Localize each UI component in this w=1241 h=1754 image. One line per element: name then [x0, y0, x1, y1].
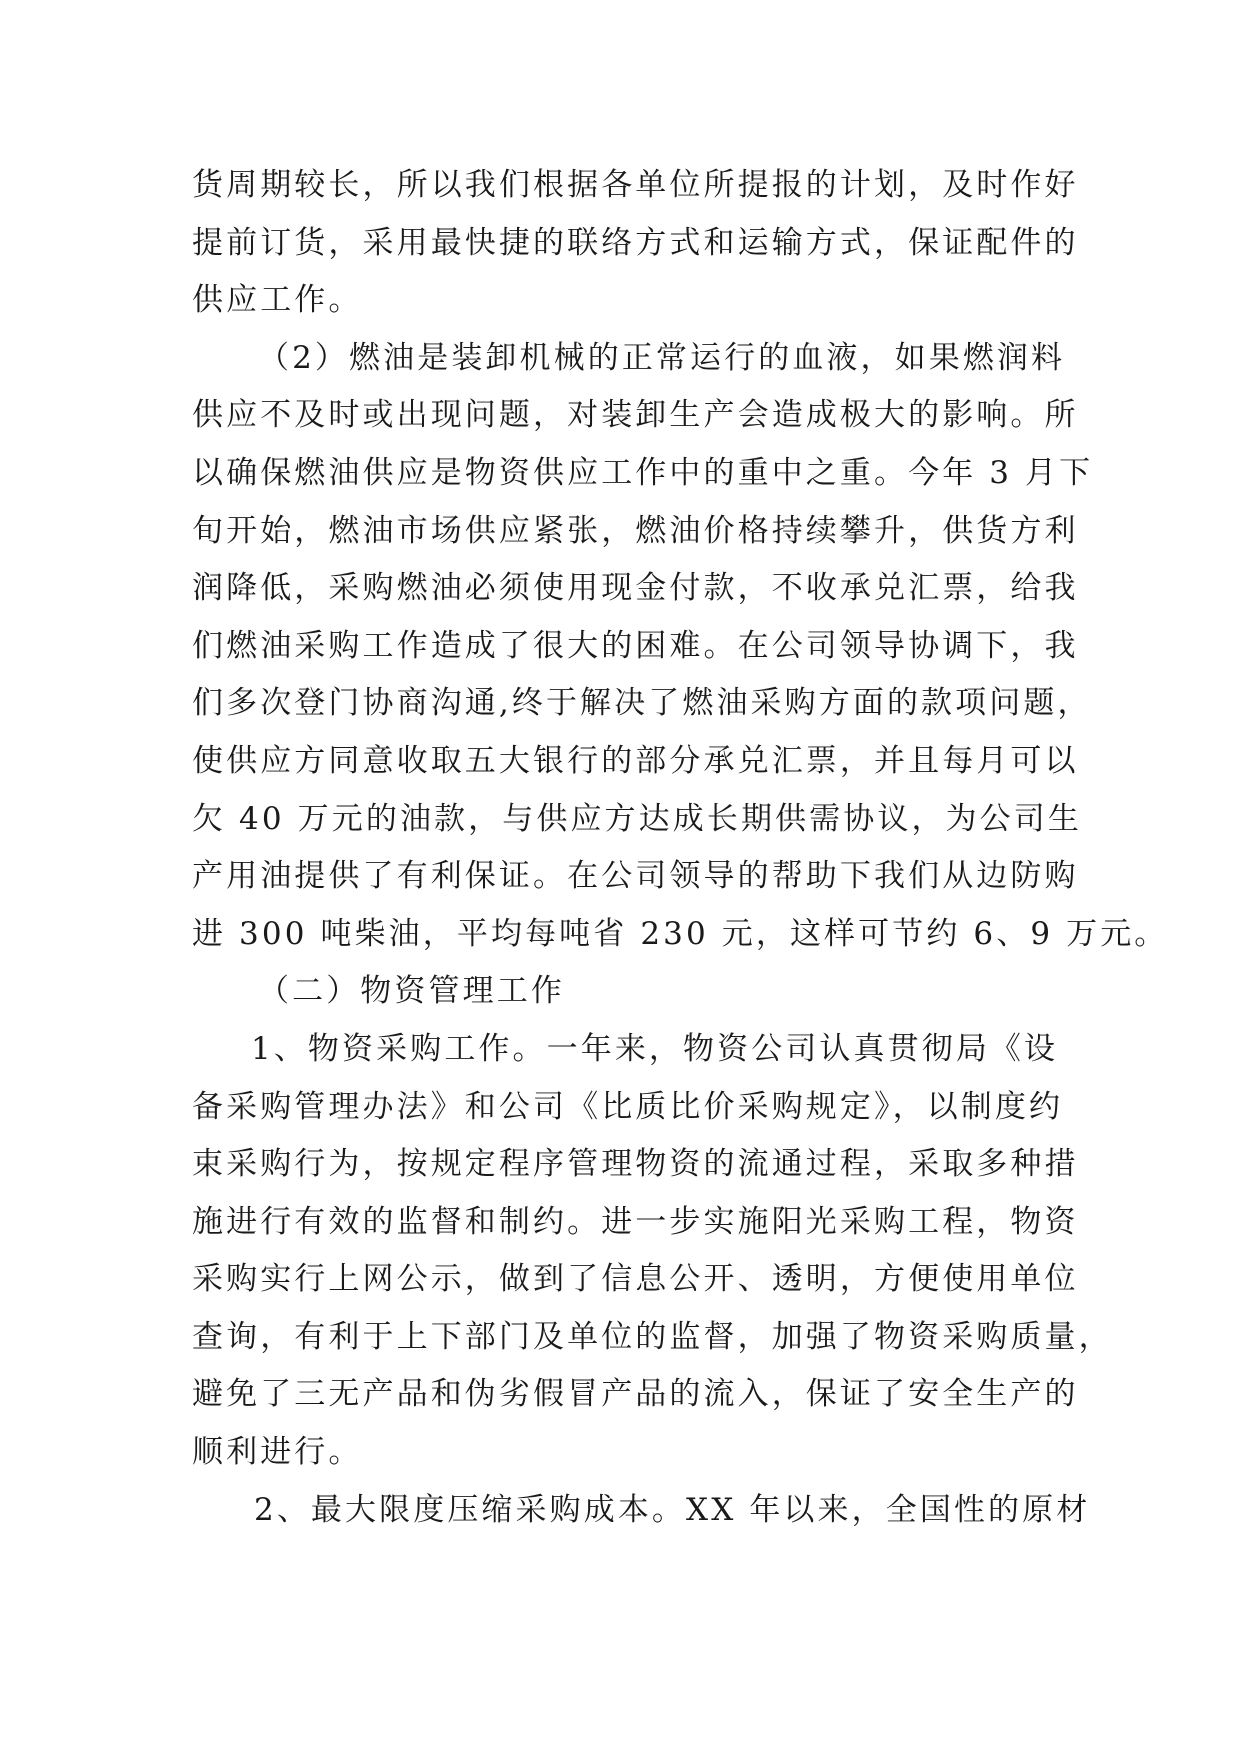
paragraph-start-line: 1、物资采购工作。一年来，物资公司认真贯彻局《设	[251, 1030, 1059, 1067]
section-heading: （二）物资管理工作	[258, 973, 565, 1010]
text-line: 以确保燃油供应是物资供应工作中的重中之重。今年 3 月下	[192, 454, 1094, 491]
text-line: 进 300 吨柴油，平均每吨省 230 元，这样可节约 6、9 万元。	[192, 915, 1169, 952]
text-line: 产用油提供了有利保证。在公司领导的帮助下我们从边防购	[192, 858, 1079, 895]
text-line: 使供应方同意收取五大银行的部分承兑汇票，并且每月可以	[192, 742, 1079, 779]
text-line: 顺利进行。	[192, 1434, 363, 1471]
text-line: 查询，有利于上下部门及单位的监督，加强了物资采购质量，	[192, 1318, 1113, 1355]
text-line: 束采购行为，按规定程序管理物资的流通过程，采取多种措	[192, 1146, 1079, 1183]
paragraph-start-line: 2、最大限度压缩采购成本。XX 年以来，全国性的原材	[254, 1491, 1091, 1528]
paragraph-start-line: （2）燃油是装卸机械的正常运行的血液，如果燃润料	[258, 339, 1066, 376]
text-line: 避免了三无产品和伪劣假冒产品的流入，保证了安全生产的	[192, 1376, 1079, 1413]
text-line: 们多次登门协商沟通,终于解决了燃油采购方面的款项问题，	[192, 685, 1092, 722]
text-line: 提前订货，采用最快捷的联络方式和运输方式，保证配件的	[192, 224, 1079, 261]
document-body	[192, 157, 1169, 1539]
text-line: 备采购管理办法》和公司《比质比价采购规定》，以制度约	[192, 1088, 1064, 1125]
text-line: 供应不及时或出现问题，对装卸生产会造成极大的影响。所	[192, 397, 1079, 434]
text-line: 们燃油采购工作造成了很大的困难。在公司领导协调下，我	[192, 627, 1079, 664]
text-line: 旬开始，燃油市场供应紧张，燃油价格持续攀升，供货方利	[192, 512, 1079, 549]
text-line: 货周期较长，所以我们根据各单位所提报的计划，及时作好	[192, 167, 1079, 203]
text-line: 施进行有效的监督和制约。进一步实施阳光采购工程，物资	[192, 1203, 1079, 1240]
text-line: 润降低，采购燃油必须使用现金付款，不收承兑汇票，给我	[192, 570, 1079, 607]
text-line: 供应工作。	[192, 282, 363, 319]
text-line: 欠 40 万元的油款，与供应方达成长期供需协议，为公司生	[192, 800, 1082, 837]
text-line: 采购实行上网公示，做到了信息公开、透明，方便使用单位	[192, 1261, 1079, 1298]
